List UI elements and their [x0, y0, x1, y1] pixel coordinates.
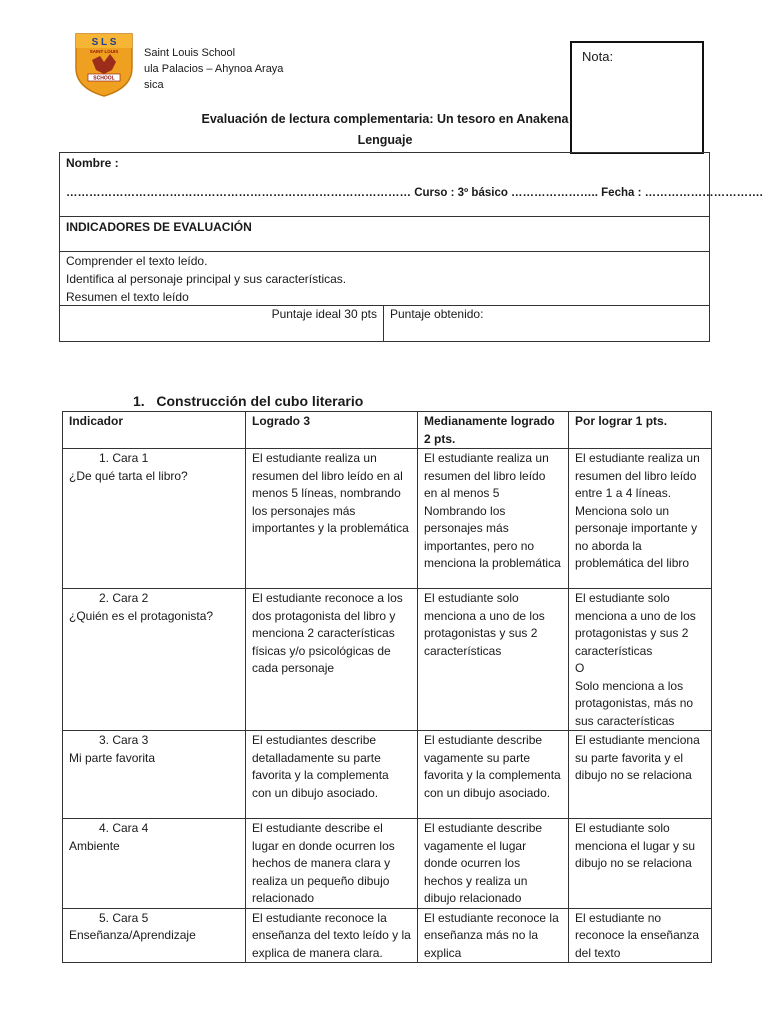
indicadores-header: INDICADORES DE EVALUACIÓN: [60, 217, 709, 252]
document-subject: Lenguaje: [357, 133, 413, 147]
section-title: Construcción del cubo literario: [156, 393, 364, 409]
header-por-lograr: Por lograr 1 pts.: [569, 412, 712, 449]
logrado-cell: El estudiante reconoce la enseñanza del texto leído y la explica de manera clara.: [246, 908, 418, 963]
indicador-title: 3. Cara 3: [99, 733, 149, 747]
indicador-cell: [63, 731, 246, 819]
medianamente-cell: El estudiante describe vagamente su parte favorita y la complementa con un dibujo asociado.: [418, 731, 569, 819]
table-row: [63, 731, 712, 819]
subject-line: sica: [144, 79, 164, 91]
section-number: 1.: [133, 393, 145, 409]
indicador-question: ¿De qué tarta el libro?: [69, 468, 188, 483]
por-lograr-cell: El estudiante solo menciona a uno de los protagonistas y sus 2 características O Solo menciona a los protagonistas, más no sus características: [569, 589, 712, 731]
student-fill-line[interactable]: ……………………………………………………………………………… Curso : 3º básico ………………….. Fecha : ………………………….: [66, 187, 763, 199]
svg-text:S L S: S L S: [91, 37, 117, 48]
puntaje-obtenido[interactable]: Puntaje obtenido:: [390, 307, 484, 321]
table-row: [63, 589, 712, 731]
section-heading: [133, 393, 363, 409]
indicador-title: 5. Cara 5: [99, 910, 149, 925]
medianamente-cell: El estudiante solo menciona a uno de los protagonistas y sus 2 características: [418, 589, 569, 731]
teacher-names: ula Palacios – Ahynoa Araya: [144, 63, 284, 75]
indicador-question: Ambiente: [69, 838, 120, 853]
indicador-title: 1. Cara 1: [99, 451, 149, 465]
medianamente-cell: El estudiante realiza un resumen del libro leído en al menos 5 Nombrando los personajes más importantes, pero no menciona la problemática: [418, 449, 569, 589]
indicador-cell: [63, 589, 246, 731]
por-lograr-cell: El estudiante realiza un resumen del libro leído entre 1 a 4 líneas. Menciona solo un personaje importante y no aborda la problemática del libro: [569, 449, 712, 589]
indicador-item: Identifica al personaje principal y sus características.: [66, 272, 347, 286]
rubric-header-row: [63, 412, 712, 449]
svg-text:SCHOOL: SCHOOL: [93, 75, 115, 82]
indicadores-list: [60, 252, 709, 306]
indicador-cell: [63, 819, 246, 909]
indicador-cell: [63, 908, 246, 963]
header-indicador: Indicador: [63, 412, 246, 449]
por-lograr-cell: El estudiante solo menciona el lugar y su dibujo no se relaciona: [569, 819, 712, 909]
indicador-question: ¿Quién es el protagonista?: [69, 608, 214, 623]
table-row: [63, 449, 712, 589]
medianamente-cell: El estudiante reconoce la enseñanza más no la explica: [418, 908, 569, 963]
school-name: Saint Louis School: [144, 47, 236, 59]
score-row: [60, 306, 709, 341]
por-lograr-cell: El estudiante menciona su parte favorita y el dibujo no se relaciona: [569, 731, 712, 819]
logrado-cell: El estudiante describe el lugar en donde ocurren los hechos de manera clara y realiza un pequeño dibujo relacionado: [246, 819, 418, 909]
student-row: [60, 153, 763, 217]
rubric-table: [62, 411, 712, 963]
indicador-item: Comprender el texto leído.: [66, 254, 208, 268]
indicador-question: Mi parte favorita: [69, 750, 156, 765]
indicador-item: Resumen el texto leído: [66, 290, 189, 304]
grade-label: Nota:: [582, 49, 614, 64]
header-logrado: Logrado 3: [246, 412, 418, 449]
medianamente-cell: El estudiante describe vagamente el lugar donde ocurren los hechos y realiza un dibujo relacionado: [418, 819, 569, 909]
logrado-cell: El estudiante realiza un resumen del libro leído en al menos 5 líneas, nombrando los personajes más importantes y la problemática: [246, 449, 418, 589]
logrado-cell: El estudiantes describe detalladamente su parte favorita y la complementa con un dibujo asociado.: [246, 731, 418, 819]
table-row: [63, 819, 712, 909]
logrado-cell: El estudiante reconoce a los dos protagonista del libro y menciona 2 características físicas y/o psicológicas de cada personaje: [246, 589, 418, 731]
puntaje-ideal: Puntaje ideal 30 pts: [60, 306, 384, 341]
header-medianamente: Medianamente logrado 2 pts.: [418, 412, 569, 449]
nombre-label: Nombre :: [66, 156, 119, 170]
indicador-question: Enseñanza/Aprendizaje: [69, 928, 196, 942]
indicador-title: 2. Cara 2: [99, 591, 149, 605]
student-info-box: [59, 152, 763, 342]
indicador-title: 4. Cara 4: [99, 821, 149, 835]
por-lograr-cell: El estudiante no reconoce la enseñanza del texto: [569, 908, 712, 963]
svg-text:SAINT LOUIS: SAINT LOUIS: [89, 49, 119, 54]
document-title: Evaluación de lectura complementaria: Un tesoro en Anakena: [201, 112, 569, 126]
indicador-cell: [63, 449, 246, 589]
table-row: [63, 908, 712, 963]
grade-box[interactable]: [570, 41, 704, 154]
school-logo: [74, 32, 134, 98]
